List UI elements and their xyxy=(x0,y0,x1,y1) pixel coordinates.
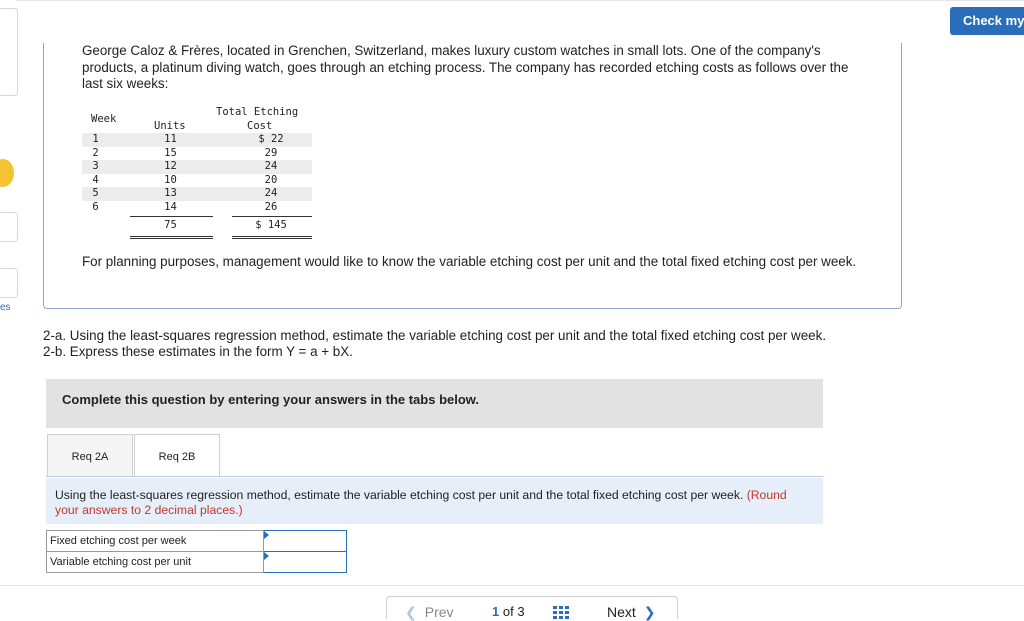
units-cell: 15 xyxy=(164,146,177,159)
left-panel-stub xyxy=(0,8,18,96)
total-double-rule xyxy=(130,238,213,239)
fixed-cost-label: Fixed etching cost per week xyxy=(47,531,264,552)
week-cell: 2 xyxy=(92,146,99,159)
rounding-hint: (Round your answers to 2 decimal places.) xyxy=(55,488,787,517)
pagination-bar xyxy=(386,596,678,619)
requirements-text xyxy=(43,328,826,360)
cost-cell: $ 22 xyxy=(258,133,284,145)
table-row xyxy=(82,133,312,147)
fixed-cost-cell xyxy=(264,531,347,552)
cost-cell: 24 xyxy=(264,160,278,173)
chevron-left-icon: ❮ xyxy=(405,604,417,620)
bottom-divider xyxy=(0,585,1024,586)
cost-cell: 24 xyxy=(264,187,278,200)
units-cell: 11 xyxy=(164,133,177,145)
variable-cost-cell xyxy=(264,552,347,573)
col-header-cost-line2: Cost xyxy=(247,120,273,132)
week-cell: 4 xyxy=(92,173,99,186)
variable-cost-input[interactable] xyxy=(264,552,346,572)
cost-cell: 20 xyxy=(264,173,278,186)
units-cell: 10 xyxy=(164,173,177,186)
left-panel-stub xyxy=(0,268,18,298)
input-marker-icon xyxy=(264,531,269,539)
table-row xyxy=(82,187,312,201)
chevron-right-icon: ❯ xyxy=(643,604,656,620)
tab-panel-question: Using the least-squares regression method, estimate the variable etching cost per unit and the total fixed etching cost per week. xyxy=(55,488,744,502)
total-double-rule xyxy=(130,236,213,237)
left-indicator-dot xyxy=(0,159,14,187)
week-cell: 3 xyxy=(92,160,99,173)
total-rule xyxy=(130,216,213,217)
tab-underline xyxy=(46,476,823,477)
tab-panel-text xyxy=(55,488,800,518)
col-header-cost-line1: Total Etching xyxy=(216,106,299,118)
answer-row xyxy=(47,531,347,552)
answer-table xyxy=(46,530,347,573)
cost-cell: 26 xyxy=(264,201,278,213)
col-header-week: Week xyxy=(91,113,117,125)
units-cell: 13 xyxy=(164,187,177,200)
prev-button[interactable] xyxy=(405,604,454,621)
next-button[interactable] xyxy=(607,604,656,621)
prev-label: Prev xyxy=(424,604,454,620)
week-cell: 5 xyxy=(92,187,99,200)
total-double-rule xyxy=(232,236,312,237)
left-partial-label: es xyxy=(0,302,11,313)
tab-req-2b[interactable]: Req 2B xyxy=(134,434,220,477)
top-divider xyxy=(16,0,1024,1)
page-total: of 3 xyxy=(502,604,525,619)
left-panel-stub xyxy=(0,212,18,242)
tab-panel-req-2a xyxy=(46,478,823,524)
total-units: 75 xyxy=(164,219,177,231)
input-marker-icon xyxy=(264,552,269,560)
col-header-units: Units xyxy=(154,120,186,132)
table-row xyxy=(82,201,312,215)
check-my-work-button[interactable]: Check my xyxy=(950,7,1024,35)
planning-text: For planning purposes, management would like to know the variable etching cost per unit and the total fixed etching cost per week. xyxy=(82,254,857,269)
table-row xyxy=(82,147,312,161)
instruction-text: Complete this question by entering your answers in the tabs below. xyxy=(62,392,480,407)
total-double-rule xyxy=(232,238,312,239)
table-row xyxy=(82,174,312,188)
problem-statement-box xyxy=(43,43,902,309)
table-total-row xyxy=(82,219,312,233)
page-indicator[interactable] xyxy=(492,604,525,619)
cost-cell: 29 xyxy=(264,146,278,159)
grid-icon[interactable] xyxy=(553,606,570,619)
next-label: Next xyxy=(607,604,636,620)
units-cell: 14 xyxy=(164,201,177,213)
req-2b-text: 2-b. Express these estimates in the form Y = a + bX. xyxy=(43,344,353,359)
problem-intro: George Caloz & Frères, located in Grenchen, Switzerland, makes luxury custom watches in small lots. One of the company's products, a platinum diving watch, goes through an etching process. The company has recorded etching costs as follows over the last six weeks: xyxy=(82,43,849,91)
current-page: 1 xyxy=(492,604,500,619)
answer-row xyxy=(47,552,347,573)
instruction-banner xyxy=(46,379,823,428)
fixed-cost-input[interactable] xyxy=(264,531,346,551)
units-cell: 12 xyxy=(164,160,177,173)
week-cell: 6 xyxy=(92,201,99,213)
variable-cost-label: Variable etching cost per unit xyxy=(47,552,264,573)
req-2a-text: 2-a. Using the least-squares regression method, estimate the variable etching cost per unit and the total fixed etching cost per week. xyxy=(43,328,827,343)
tab-req-2a[interactable]: Req 2A xyxy=(47,434,133,477)
table-row xyxy=(82,160,312,174)
total-cost: $ 145 xyxy=(255,219,287,231)
week-cell: 1 xyxy=(92,133,99,145)
total-rule xyxy=(232,216,312,217)
